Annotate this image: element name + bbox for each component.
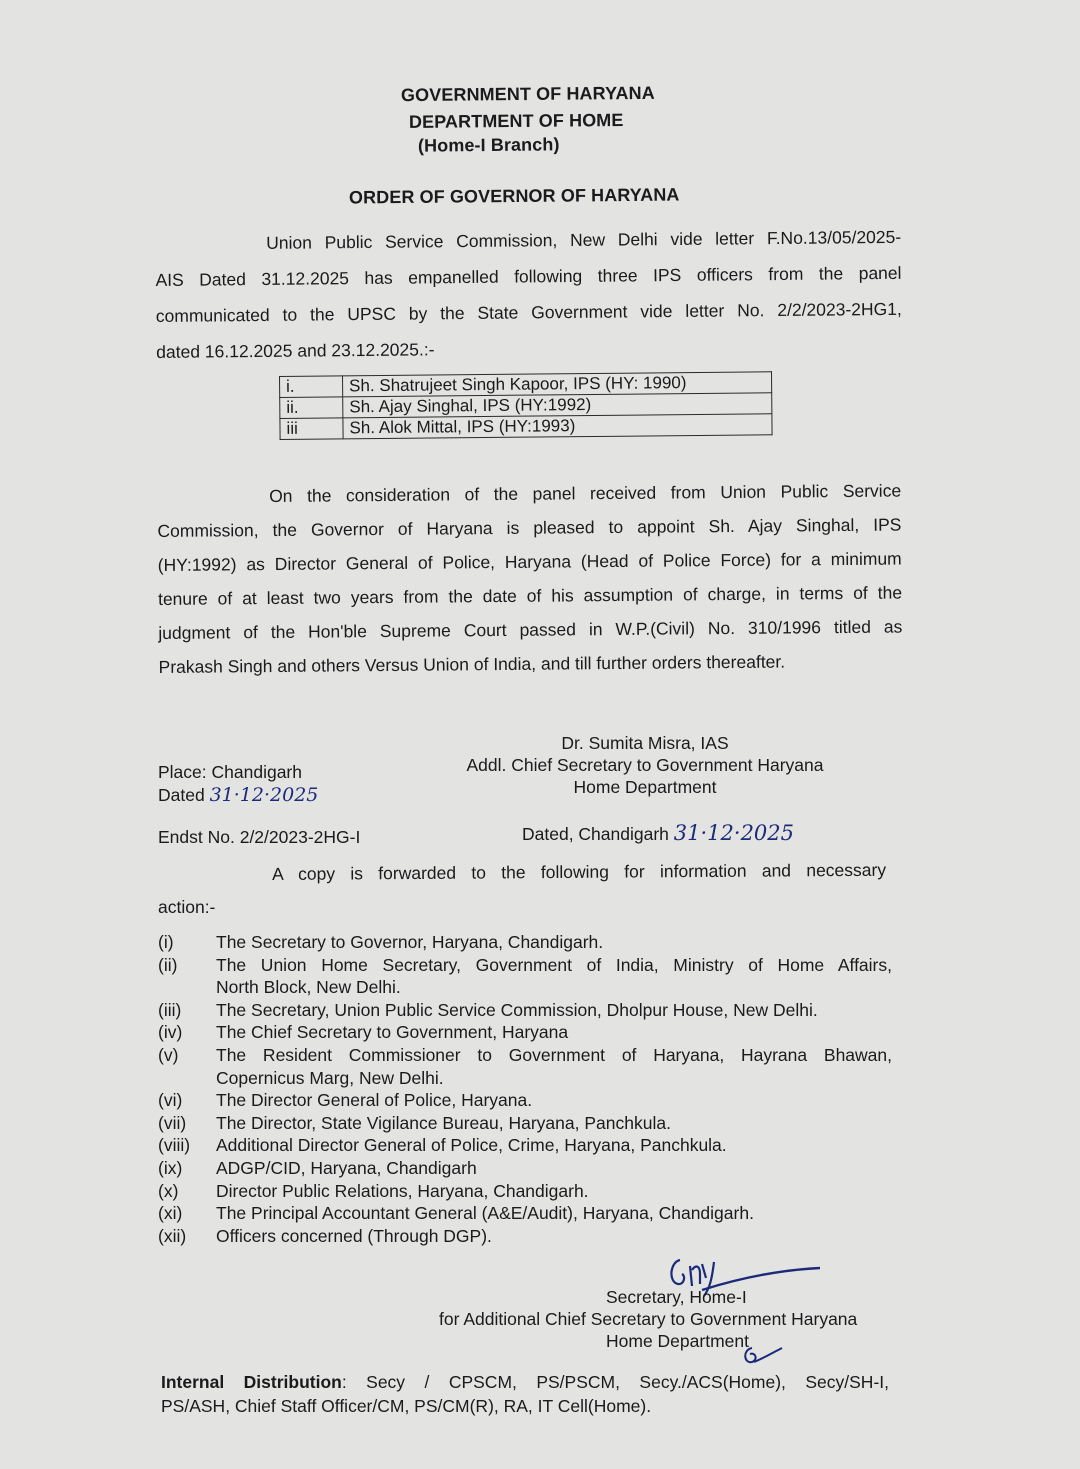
para1-line: Union Public Service Commission, New Delhi vide letter F.No.13/05/2025-: [266, 226, 902, 253]
para1-line: dated 16.12.2025 and 23.12.2025.:-: [156, 339, 435, 362]
list-item: [158, 1157, 892, 1180]
list-item-text: Officers concerned (Through DGP).: [216, 1225, 492, 1246]
handwritten-date: 31·12·2025: [673, 821, 795, 845]
officer-name: Sh. Alok Mittal, IPS (HY:1993): [343, 414, 772, 439]
officer-number: iii: [280, 418, 343, 440]
list-item-text: The Secretary to Governor, Haryana, Chandigarh.: [216, 932, 604, 952]
list-item-text: The Secretary, Union Public Service Commission, Dholpur House, New Delhi.: [216, 999, 818, 1020]
list-item-text: The Director General of Police, Haryana.: [216, 1090, 533, 1111]
place-label: Place: Chandigarh: [158, 762, 302, 782]
header-branch: (Home-I Branch): [417, 134, 560, 156]
list-item-number: (xi): [158, 1203, 183, 1224]
list-item-text: The Union Home Secretary, Government of India, Ministry of Home Affairs,: [216, 954, 892, 975]
list-item: [158, 1044, 892, 1067]
para2-line: tenure of at least two years from the date of his assumption of charge, in terms of the: [157, 582, 903, 609]
paragraph-empanelment: [155, 219, 902, 370]
recipients-list: [158, 931, 892, 1247]
endorsement-dated: [522, 821, 794, 845]
para1-line: AIS Dated 31.12.2025 has empanelled following three IPS officers from the panel: [155, 262, 902, 290]
list-item: [158, 1021, 892, 1044]
footer-sign-for: for Additional Chief Secretary to Government Haryana: [439, 1309, 858, 1329]
list-item: [158, 999, 892, 1022]
list-item: [158, 1112, 892, 1135]
order-title: ORDER OF GOVERNOR OF HARYANA: [348, 184, 680, 208]
list-item-number: (v): [158, 1044, 179, 1065]
officer-number: i.: [280, 376, 343, 398]
signature-stroke: [671, 1260, 684, 1284]
list-item-text: The Director, State Vigilance Bureau, Haryana, Panchkula.: [216, 1112, 671, 1133]
initials-icon: [738, 1344, 788, 1368]
officer-name: Sh. Ajay Singhal, IPS (HY:1992): [343, 393, 772, 418]
signatory-department: Home Department: [573, 777, 717, 797]
handwritten-date: 31·12·2025: [209, 784, 319, 806]
list-item: [158, 954, 892, 977]
paragraph-appointment: [157, 474, 903, 684]
place-dated-label: Dated: [158, 785, 205, 805]
internal-distribution-line: PS/ASH, Chief Staff Officer/CM, PS/CM(R), RA, IT Cell(Home).: [161, 1396, 652, 1416]
list-item-text: The Principal Accountant General (A&E/Audit), Haryana, Chandigarh.: [216, 1203, 754, 1224]
list-item-number: (vi): [158, 1090, 183, 1111]
header-government: GOVERNMENT OF HARYANA: [400, 82, 655, 106]
officers-table: [279, 371, 773, 440]
list-item-text: Additional Director General of Police, Crime, Haryana, Panchkula.: [216, 1135, 727, 1156]
footer-sign-title: Secretary, Home-I: [606, 1287, 747, 1307]
list-item-number: (iii): [158, 999, 182, 1020]
list-item: [158, 931, 892, 954]
list-item-continuation: Copernicus Marg, New Delhi.: [216, 1067, 444, 1088]
list-item: [158, 1089, 892, 1112]
para2-line: On the consideration of the panel received from Union Public Service: [269, 480, 902, 507]
list-item-number: (xii): [158, 1225, 187, 1246]
para2-line: Commission, the Governor of Haryana is pleased to appoint Sh. Ajay Singhal, IPS: [157, 514, 902, 541]
list-item-text: Director Public Relations, Haryana, Chandigarh.: [216, 1180, 589, 1201]
para1-line: communicated to the UPSC by the State Government vide letter No. 2/2/2023-2HG1,: [155, 298, 902, 326]
endorsement-number: Endst No. 2/2/2023-2HG-I: [158, 827, 361, 847]
list-item-number: (x): [158, 1180, 179, 1201]
para2-line: judgment of the Hon'ble Supreme Court passed in W.P.(Civil) No. 310/1996 titled as: [158, 616, 903, 643]
copy-intro-line: A copy is forwarded to the following for information and necessary: [272, 859, 887, 884]
copy-intro-line: action:-: [158, 897, 216, 917]
list-item-text: The Resident Commissioner to Government of Haryana, Hayrana Bhawan,: [216, 1044, 892, 1065]
place-dated: [158, 784, 318, 806]
list-item: [158, 1202, 892, 1225]
internal-distribution-text: : Secy / CPSCM, PS/PSCM, Secy./ACS(Home), Secy/SH-I,: [341, 1372, 889, 1392]
signatory-name: Dr. Sumita Misra, IAS: [561, 733, 729, 753]
list-item: [158, 1180, 892, 1203]
list-item: [158, 1134, 892, 1157]
internal-distribution-line: [161, 1372, 889, 1393]
officer-number: ii.: [280, 397, 343, 419]
list-item-number: (vii): [158, 1112, 187, 1133]
list-item-number: (ix): [158, 1157, 183, 1178]
initials-stroke: [745, 1348, 782, 1362]
officer-name: Sh. Shatrujeet Singh Kapoor, IPS (HY: 1990): [343, 372, 772, 397]
internal-distribution-label: Internal Distribution: [161, 1372, 342, 1392]
endorsement-dated-label: Dated, Chandigarh: [522, 824, 669, 844]
list-item-number: (iv): [158, 1022, 183, 1043]
list-item: [158, 1225, 892, 1248]
list-item-number: (viii): [158, 1135, 191, 1156]
list-item-text: The Chief Secretary to Government, Haryana: [216, 1022, 569, 1043]
list-item-continuation: North Block, New Delhi.: [216, 977, 401, 998]
signatory-designation: Addl. Chief Secretary to Government Haryana: [466, 755, 824, 775]
header-department: DEPARTMENT OF HOME: [408, 110, 624, 132]
table-row: [280, 414, 772, 440]
footer-sign-department: Home Department: [606, 1331, 749, 1351]
list-item-number: (i): [158, 932, 174, 952]
para2-line: (HY:1992) as Director General of Police, Haryana (Head of Police Force) for a minimum: [157, 548, 902, 575]
list-item-number: (ii): [158, 954, 178, 975]
list-item-text: ADGP/CID, Haryana, Chandigarh: [216, 1157, 477, 1178]
para2-line: Prakash Singh and others Versus Union of India, and till further orders thereafter.: [158, 651, 786, 677]
